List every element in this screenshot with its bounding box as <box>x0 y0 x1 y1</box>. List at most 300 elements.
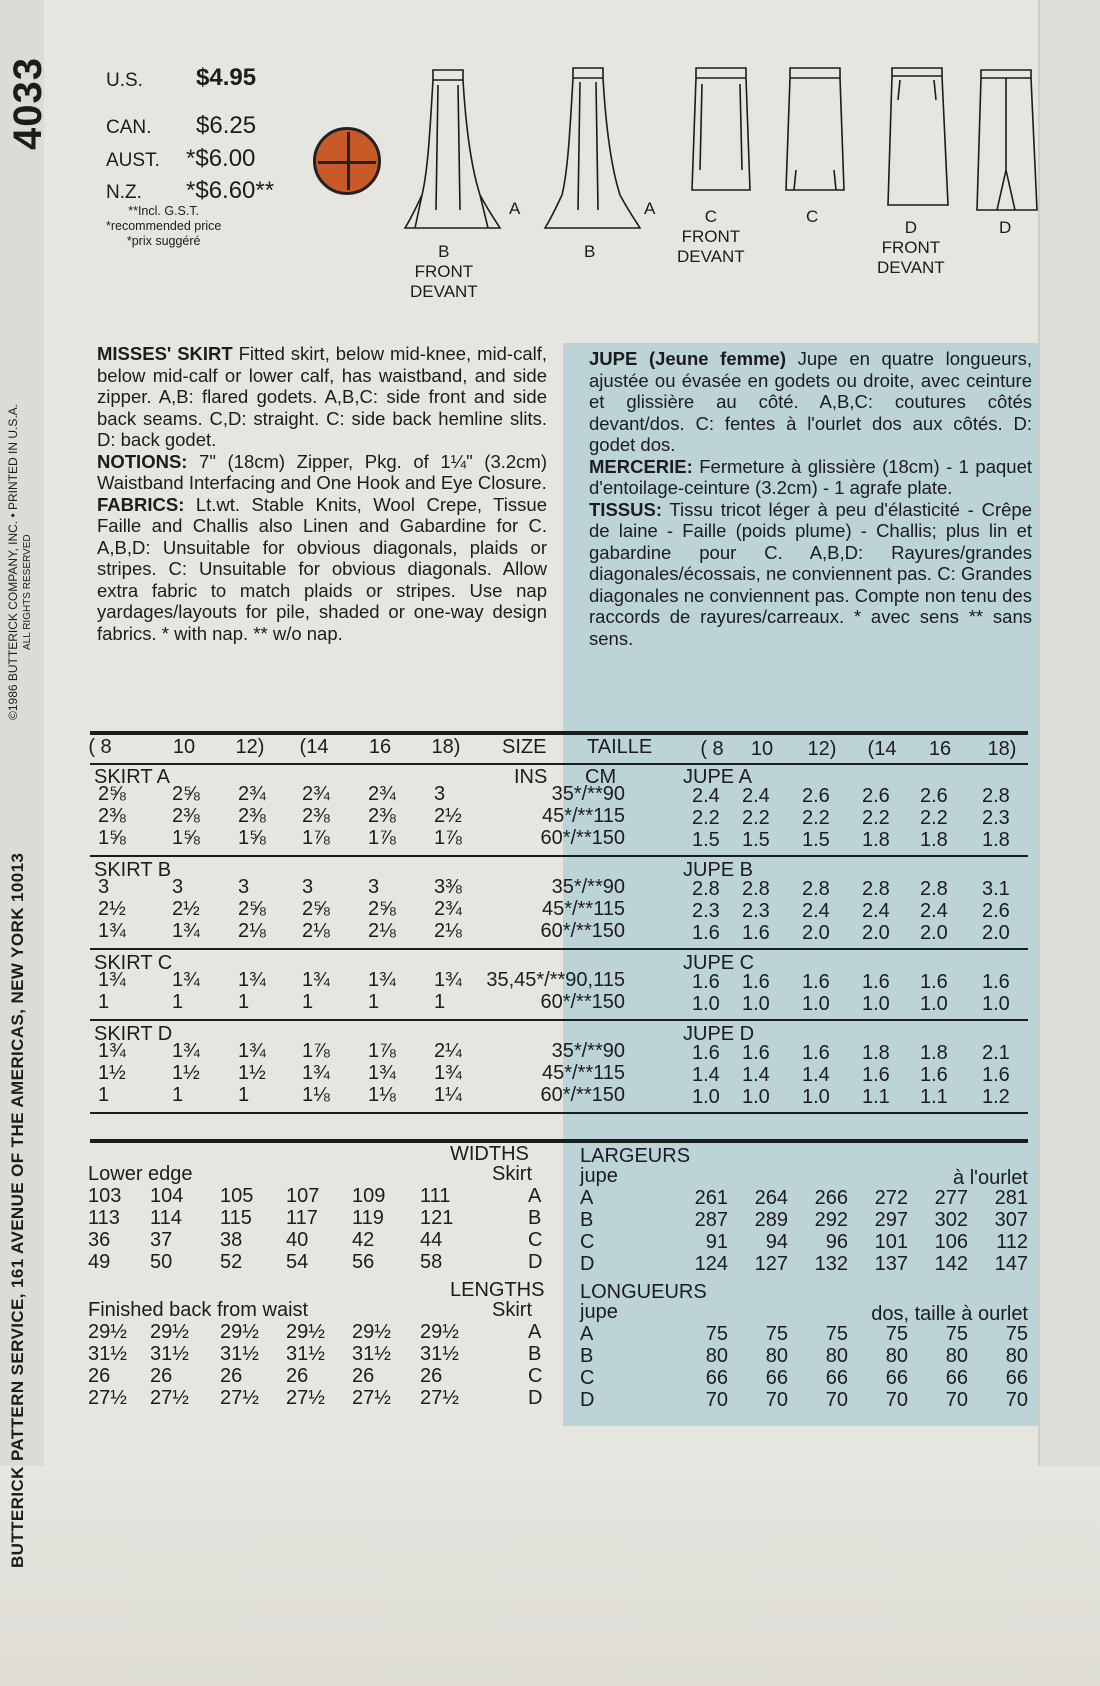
view-label-c-front: C FRONT DEVANT <box>677 207 745 266</box>
lengths-fr-cell: 70 <box>765 1389 788 1411</box>
lengths-fr-cell: 75 <box>945 1323 968 1345</box>
desc-paragraph: MISSES' SKIRT Fitted skirt, below mid-knee, mid-calf, below mid-calf or lower calf, has waistband, and side zipper. A,B: flared godets. A,B,C: side front and side back seams. C,D: straight. C: side back hemline slits. D: back godet. <box>97 343 548 450</box>
yardage-cell: 1¾ <box>368 969 396 991</box>
envelope-bottom-area <box>0 1466 1100 1686</box>
metric-cell: 1.0 <box>862 993 890 1015</box>
widths-fr-cell: 287 <box>694 1209 728 1231</box>
metric-cell: 1.8 <box>982 829 1010 851</box>
price-label: CAN. <box>106 117 152 138</box>
fabric-width: 45*/**115 <box>541 805 625 827</box>
lengths-view-fr: B <box>580 1345 594 1367</box>
metric-cell: 2.0 <box>982 922 1010 944</box>
widths-fr-cell: 307 <box>994 1209 1028 1231</box>
jupe-view-label: JUPE D <box>683 1023 755 1045</box>
widths-view: D <box>528 1251 543 1273</box>
metric-cell: 2.3 <box>692 900 720 922</box>
widths-fr-cell: 124 <box>694 1253 728 1275</box>
desc-paragraph: MERCERIE: Fermeture à glissière (18cm) - 1 paquet d'entoilage-ceinture (3.2cm) - 1 agrafe plate. <box>589 455 1032 498</box>
section-rule <box>90 855 1028 857</box>
yardage-cell: 2⅜ <box>172 805 200 827</box>
yardage-cell: 1½ <box>172 1062 200 1084</box>
yardage-cell: 1⅞ <box>434 827 462 849</box>
yardage-cell: 3⅜ <box>434 876 462 898</box>
skirt-view-label: SKIRT D <box>94 1023 173 1045</box>
widths-fr-cell: 91 <box>705 1231 728 1253</box>
lengths-view-fr: A <box>580 1323 594 1345</box>
lengths-fr-cell: 66 <box>765 1367 788 1389</box>
widths-en-cell: 37 <box>150 1229 173 1251</box>
metric-cell: 1.8 <box>920 1042 948 1064</box>
lengths-fr-cell: 66 <box>825 1367 848 1389</box>
lengths-fr-cell: 70 <box>945 1389 968 1411</box>
price-row <box>106 112 257 139</box>
yardage-cell: 2¾ <box>302 783 330 805</box>
lengths-sub-en: Finished back from waist <box>88 1299 309 1321</box>
skirt-view-label: SKIRT B <box>94 859 172 881</box>
lengths-fr-cell: 66 <box>945 1367 968 1389</box>
yardage-cell: 1⅝ <box>172 827 200 849</box>
yardage-cell: 1 <box>98 1084 110 1106</box>
widths-en-cell: 107 <box>286 1185 320 1207</box>
lengths-fr-cell: 66 <box>1005 1367 1028 1389</box>
yardage-cell: 1⅞ <box>368 827 396 849</box>
metric-cell: 2.8 <box>982 785 1010 807</box>
metric-cell: 1.1 <box>862 1086 890 1108</box>
desc-paragraph: JUPE (Jeune femme) Jupe en quatre longueurs, ajustée ou évasée en godets ou droite, avec ceinture et glissière au côté. A,B,C: coutures côtés devant/dos. C: fentes à l'ourlet dos aux côtés. D: godet dos. <box>589 348 1032 455</box>
price-label: U.S. <box>106 70 143 91</box>
metric-cell: 1.0 <box>802 993 830 1015</box>
widths-jupe-label: jupe <box>580 1165 618 1187</box>
lengths-view: D <box>528 1387 543 1409</box>
yardage-cell: 1¾ <box>172 920 200 942</box>
widths-fr-cell: 112 <box>996 1231 1028 1253</box>
yardage-cell: 1¼ <box>434 1084 462 1106</box>
yardage-cell: 3 <box>302 876 314 898</box>
widths-fr-cell: 101 <box>874 1231 908 1253</box>
widths-title: WIDTHS <box>450 1143 529 1165</box>
price-row <box>106 177 275 204</box>
widths-view-fr: C <box>580 1231 595 1253</box>
price-value: *$6.00 <box>186 145 256 172</box>
metric-cell: 2.0 <box>802 922 830 944</box>
view-label-a: A <box>644 199 656 218</box>
metric-cell: 1.0 <box>692 1086 720 1108</box>
metric-cell: 2.8 <box>802 878 830 900</box>
size-header-fr: (14 <box>867 738 897 760</box>
rights-line: ALL RIGHTS RESERVED <box>22 534 33 650</box>
skirt-c-back-sketch <box>786 68 844 190</box>
skirt-b-back-sketch <box>545 68 640 228</box>
size-header-en: 16 <box>368 736 392 758</box>
widths-fr-cell: 272 <box>874 1187 908 1209</box>
metric-cell: 2.0 <box>862 922 890 944</box>
skirt-view-label: SKIRT A <box>94 766 170 788</box>
price-value: $4.95 <box>196 64 257 91</box>
yardage-cell: 2⅛ <box>434 920 462 942</box>
widths-title-fr: LARGEURS <box>580 1145 691 1167</box>
metric-cell: 1.0 <box>982 993 1010 1015</box>
widths-sub-fr: à l'ourlet <box>953 1167 1028 1189</box>
metric-cell: 1.8 <box>862 1042 890 1064</box>
metric-cell: 2.3 <box>742 900 770 922</box>
widths-view: A <box>528 1185 542 1207</box>
metric-cell: 1.0 <box>692 993 720 1015</box>
lengths-en-cell: 26 <box>150 1365 173 1387</box>
view-label-d-front: D FRONT DEVANT <box>877 218 945 277</box>
metric-cell: 1.6 <box>742 922 770 944</box>
widths-skirt-label: Skirt <box>492 1163 532 1185</box>
widths-en-cell: 38 <box>220 1229 243 1251</box>
lengths-en-cell: 26 <box>352 1365 375 1387</box>
metric-cell: 2.3 <box>982 807 1010 829</box>
metric-cell: 2.8 <box>742 878 770 900</box>
yardage-cell: 1¾ <box>238 1040 266 1062</box>
lengths-en-cell: 27½ <box>420 1387 459 1409</box>
metric-cell: 1.6 <box>862 971 890 993</box>
lengths-fr-cell: 80 <box>765 1345 788 1367</box>
view-label-b-front: B FRONT DEVANT <box>410 242 478 301</box>
widths-en-cell: 114 <box>150 1207 182 1229</box>
yardage-cell: 1 <box>172 1084 184 1106</box>
lengths-fr-cell: 75 <box>1005 1323 1028 1345</box>
lengths-fr-cell: 70 <box>825 1389 848 1411</box>
lengths-fr-cell: 80 <box>1005 1345 1028 1367</box>
widths-en-cell: 103 <box>88 1185 122 1207</box>
widths-view: B <box>528 1207 542 1229</box>
yardage-cell: 2½ <box>98 898 126 920</box>
size-header-en: (14 <box>299 736 329 758</box>
jupe-view-label: JUPE C <box>683 952 755 974</box>
widths-fr-cell: 289 <box>754 1209 788 1231</box>
widths-en-cell: 44 <box>420 1229 443 1251</box>
metric-cell: 1.8 <box>920 829 948 851</box>
yardage-cell: 2⅝ <box>302 898 330 920</box>
yardage-cell: 2⅝ <box>98 783 126 805</box>
lengths-fr-cell: 75 <box>885 1323 908 1345</box>
lengths-en-cell: 27½ <box>88 1387 127 1409</box>
lengths-en-cell: 29½ <box>88 1321 127 1343</box>
lengths-en-cell: 31½ <box>220 1343 259 1365</box>
metric-cell: 2.2 <box>692 807 720 829</box>
widths-fr-cell: 94 <box>765 1231 788 1253</box>
yardage-cell: 3 <box>434 783 446 805</box>
description-english <box>97 343 547 644</box>
size-header-en: 10 <box>172 736 196 758</box>
yardage-cell: 1¾ <box>302 1062 330 1084</box>
yardage-cell: 3 <box>368 876 380 898</box>
fabric-width: 35*/**90 <box>551 783 625 805</box>
lengths-en-cell: 31½ <box>88 1343 127 1365</box>
lengths-en-cell: 29½ <box>420 1321 459 1343</box>
widths-rule <box>90 1139 1028 1143</box>
widths-en-cell: 42 <box>352 1229 375 1251</box>
yardage-cell: 2⅜ <box>98 805 126 827</box>
lengths-en-cell: 29½ <box>286 1321 325 1343</box>
section-rule <box>90 1019 1028 1021</box>
metric-cell: 1.6 <box>862 1064 890 1086</box>
widths-view-fr: A <box>580 1187 594 1209</box>
yardage-cell: 2⅜ <box>368 805 396 827</box>
size-header-en: ( 8 <box>88 736 112 758</box>
lengths-en-cell: 27½ <box>286 1387 325 1409</box>
metric-cell: 2.2 <box>920 807 948 829</box>
metric-cell: 2.6 <box>920 785 948 807</box>
price-note: *recommended price <box>106 219 222 233</box>
price-note: *prix suggéré <box>126 234 201 248</box>
lengths-en-cell: 27½ <box>150 1387 189 1409</box>
metric-cell: 2.4 <box>920 900 948 922</box>
yardage-cell: 1¾ <box>368 1062 396 1084</box>
widths-fr-cell: 297 <box>874 1209 908 1231</box>
lengths-view-fr: D <box>580 1389 595 1411</box>
lengths-fr-cell: 66 <box>705 1367 728 1389</box>
copyright-line: ©1986 BUTTERICK COMPANY, INC. • PRINTED IN U.S.A. <box>6 404 20 720</box>
yardage-cell: 2⅛ <box>368 920 396 942</box>
lengths-en-cell: 29½ <box>220 1321 259 1343</box>
metric-cell: 1.6 <box>692 971 720 993</box>
price-label: AUST. <box>106 150 160 171</box>
widths-sub-en: Lower edge <box>88 1163 193 1185</box>
fabric-width: 60*/**150 <box>540 1084 625 1106</box>
widths-en-cell: 49 <box>88 1251 111 1273</box>
lengths-fr-cell: 70 <box>885 1389 908 1411</box>
size-header-fr: 16 <box>928 738 952 760</box>
yardage-cell: 1 <box>238 991 250 1013</box>
metric-cell: 1.0 <box>920 993 948 1015</box>
widths-fr-cell: 127 <box>754 1253 788 1275</box>
publisher-address: BUTTERICK PATTERN SERVICE, 161 AVENUE OF THE AMERICAS, NEW YORK 10013 <box>8 852 27 1568</box>
lengths-fr-cell: 75 <box>765 1323 788 1345</box>
metric-cell: 1.6 <box>802 971 830 993</box>
widths-fr-cell: 106 <box>934 1231 968 1253</box>
section-rule <box>90 948 1028 950</box>
size-header-fr: 12) <box>807 738 837 760</box>
yardage-cell: 2⅛ <box>238 920 266 942</box>
skirt-view-label: SKIRT C <box>94 952 173 974</box>
lengths-en-cell: 26 <box>286 1365 309 1387</box>
metric-cell: 2.4 <box>862 900 890 922</box>
metric-cell: 2.1 <box>982 1042 1010 1064</box>
metric-cell: 1.6 <box>920 971 948 993</box>
yardage-cell: 2⅜ <box>302 805 330 827</box>
metric-cell: 1.4 <box>742 1064 770 1086</box>
widths-en-cell: 121 <box>420 1207 454 1229</box>
widths-fr-cell: 142 <box>934 1253 968 1275</box>
metric-cell: 1.6 <box>742 971 770 993</box>
yardage-cell: 1⅞ <box>368 1040 396 1062</box>
metric-cell: 1.5 <box>802 829 830 851</box>
yardage-cell: 1¾ <box>172 1040 200 1062</box>
metric-cell: 2.4 <box>742 785 770 807</box>
lengths-fr-cell: 80 <box>705 1345 728 1367</box>
yardage-cell: 1¾ <box>172 969 200 991</box>
lengths-en-cell: 31½ <box>286 1343 325 1365</box>
metric-cell: 2.6 <box>802 785 830 807</box>
view-label-b: B <box>584 242 596 261</box>
yardage-cell: 3 <box>172 876 184 898</box>
yardage-cell: 2⅝ <box>238 898 266 920</box>
widths-fr-cell: 137 <box>874 1253 908 1275</box>
lengths-view: B <box>528 1343 542 1365</box>
fabric-width: 60*/**150 <box>540 920 625 942</box>
widths-fr-cell: 266 <box>814 1187 848 1209</box>
lengths-sub-fr: dos, taille à ourlet <box>871 1303 1028 1325</box>
metric-cell: 2.6 <box>862 785 890 807</box>
price-row <box>106 145 256 172</box>
yardage-cell: 2¼ <box>434 1040 462 1062</box>
lengths-en-cell: 26 <box>88 1365 111 1387</box>
lengths-jupe-label: jupe <box>580 1301 618 1323</box>
skirt-d-back-sketch <box>977 70 1037 210</box>
metric-cell: 1.2 <box>982 1086 1010 1108</box>
metric-cell: 1.5 <box>692 829 720 851</box>
yardage-cell: 3 <box>98 876 110 898</box>
lengths-en-cell: 26 <box>420 1365 443 1387</box>
fabric-width: 45*/**115 <box>541 1062 625 1084</box>
widths-fr-cell: 147 <box>994 1253 1028 1275</box>
widths-fr-cell: 96 <box>825 1231 848 1253</box>
size-header-label: SIZE <box>502 736 547 758</box>
yardage-cell: 1⅛ <box>368 1084 396 1106</box>
desc-paragraph: NOTIONS: 7" (18cm) Zipper, Pkg. of 1¼" (3.2cm) Waistband Interfacing and One Hook and Eye Closure. <box>97 450 547 493</box>
yardage-cell: 1¾ <box>238 969 266 991</box>
metric-cell: 1.6 <box>982 971 1010 993</box>
widths-en-cell: 111 <box>420 1185 451 1207</box>
widths-en-cell: 50 <box>150 1251 173 1273</box>
yardage-cell: 1¾ <box>434 969 462 991</box>
lengths-en-cell: 31½ <box>420 1343 459 1365</box>
yardage-cell: 1 <box>238 1084 250 1106</box>
lengths-view: A <box>528 1321 542 1343</box>
widths-fr-cell: 302 <box>934 1209 968 1231</box>
yardage-cell: 2⅝ <box>172 783 200 805</box>
yardage-cell: 1 <box>172 991 184 1013</box>
lengths-fr-cell: 80 <box>825 1345 848 1367</box>
view-label-c: C <box>806 207 819 226</box>
pattern-number: 4033 <box>6 57 50 150</box>
yardage-cell: 1½ <box>238 1062 266 1084</box>
desc-paragraph: FABRICS: Lt.wt. Stable Knits, Wool Crepe, Tissue Faille and Challis also Linen and Gabardine for C. A,B,D: Unsuitable for obvious diagonals, plaids or stripes. C: Unsuitable for obvious diagonals. Allow extra fabric to match plaids or stripes. Use nap yardages/layouts for pile, shaded or one-way design fabrics. * with nap. ** w/o nap. <box>97 493 547 644</box>
price-label: N.Z. <box>106 182 142 203</box>
metric-cell: 1.6 <box>742 1042 770 1064</box>
metric-cell: 2.2 <box>802 807 830 829</box>
metric-cell: 1.6 <box>692 922 720 944</box>
lengths-fr-cell: 70 <box>1005 1389 1028 1411</box>
metric-cell: 2.2 <box>742 807 770 829</box>
yardage-cell: 2½ <box>434 805 462 827</box>
jupe-view-label: JUPE B <box>683 859 754 881</box>
envelope-right-flap <box>1038 0 1100 1686</box>
yardage-cell: 1 <box>98 991 110 1013</box>
price-note: **Incl. G.S.T. <box>128 204 200 218</box>
lengths-fr-cell: 80 <box>945 1345 968 1367</box>
fabric-width: 45*/**115 <box>541 898 625 920</box>
yardage-cell: 2½ <box>172 898 200 920</box>
price-value: $6.25 <box>196 112 257 139</box>
metric-cell: 2.8 <box>920 878 948 900</box>
price-value: *$6.60** <box>186 177 275 204</box>
widths-view: C <box>528 1229 543 1251</box>
fabric-width: 35*/**90 <box>551 1040 625 1062</box>
metric-cell: 1.6 <box>982 1064 1010 1086</box>
widths-en-cell: 104 <box>150 1185 184 1207</box>
lengths-view-fr: C <box>580 1367 595 1389</box>
yardage-cell: 1½ <box>98 1062 126 1084</box>
lengths-en-cell: 29½ <box>352 1321 391 1343</box>
widths-en-cell: 56 <box>352 1251 375 1273</box>
yardage-cell: 3 <box>238 876 250 898</box>
yardage-cell: 1 <box>302 991 314 1013</box>
widths-en-cell: 119 <box>352 1207 384 1229</box>
widths-view-fr: B <box>580 1209 594 1231</box>
yardage-cell: 1⅝ <box>238 827 266 849</box>
skirt-c-front-sketch <box>692 68 750 190</box>
widths-fr-cell: 261 <box>694 1187 728 1209</box>
widths-fr-cell: 281 <box>994 1187 1028 1209</box>
metric-cell: 2.0 <box>920 922 948 944</box>
price-row <box>106 64 257 92</box>
widths-fr-cell: 277 <box>934 1187 968 1209</box>
skirt-b-front-sketch <box>405 70 500 228</box>
fabric-width: 60*/**150 <box>540 991 625 1013</box>
yardage-cell: 1¾ <box>302 969 330 991</box>
yardage-cell: 2¾ <box>434 898 462 920</box>
metric-cell: 2.6 <box>982 900 1010 922</box>
metric-cell: 2.4 <box>692 785 720 807</box>
yardage-cell: 2¾ <box>368 783 396 805</box>
size-header-fr: 18) <box>987 738 1017 760</box>
yardage-cell: 1¾ <box>98 969 126 991</box>
description-french <box>589 348 1032 649</box>
metric-cell: 1.5 <box>742 829 770 851</box>
skirt-line-drawings <box>400 60 1040 230</box>
lengths-en-cell: 31½ <box>150 1343 189 1365</box>
widths-en-cell: 109 <box>352 1185 386 1207</box>
lengths-fr-cell: 70 <box>705 1389 728 1411</box>
lengths-fr-cell: 80 <box>885 1345 908 1367</box>
size-header-rule-top <box>90 731 1028 735</box>
metric-cell: 1.6 <box>692 1042 720 1064</box>
lengths-title: LENGTHS <box>450 1279 545 1301</box>
units-cm: CM <box>585 766 617 788</box>
yardage-cell: 2⅛ <box>302 920 330 942</box>
widths-fr-cell: 292 <box>814 1209 848 1231</box>
units-ins: INS <box>514 766 548 788</box>
widths-en-cell: 54 <box>286 1251 309 1273</box>
metric-cell: 1.1 <box>920 1086 948 1108</box>
lengths-en-cell: 27½ <box>220 1387 259 1409</box>
price-notes <box>106 204 221 249</box>
view-label-a: A <box>509 199 521 218</box>
yardage-cell: 2¾ <box>238 783 266 805</box>
taille-header-label: TAILLE <box>587 736 653 758</box>
size-header-en: 18) <box>431 736 461 758</box>
metric-cell: 1.6 <box>920 1064 948 1086</box>
lengths-title-fr: LONGUEURS <box>580 1281 707 1303</box>
metric-cell: 1.4 <box>692 1064 720 1086</box>
metric-cell: 1.0 <box>802 1086 830 1108</box>
yardage-cell: 1⅞ <box>302 827 330 849</box>
skirt-d-front-sketch <box>888 68 948 205</box>
lengths-view: C <box>528 1365 543 1387</box>
metric-cell: 2.8 <box>692 878 720 900</box>
lengths-fr-cell: 66 <box>885 1367 908 1389</box>
fabric-width: 60*/**150 <box>540 827 625 849</box>
lengths-fr-cell: 75 <box>825 1323 848 1345</box>
widths-fr-cell: 132 <box>814 1253 848 1275</box>
desc-paragraph: TISSUS: Tissu tricot léger à peu d'élasticité - Crêpe de laine - Faille (poids plume) - Challis; plus lin et gabardine pour C. A,B,D: Rayures/grandes diagonales/écossais, ne conviennent pas. C: Grandes diagonales ne conviennent pas. Compte non tenu des raccords de rayures/carreaux. * avec sens ** sans sens. <box>589 498 1032 649</box>
metric-cell: 1.6 <box>802 1042 830 1064</box>
